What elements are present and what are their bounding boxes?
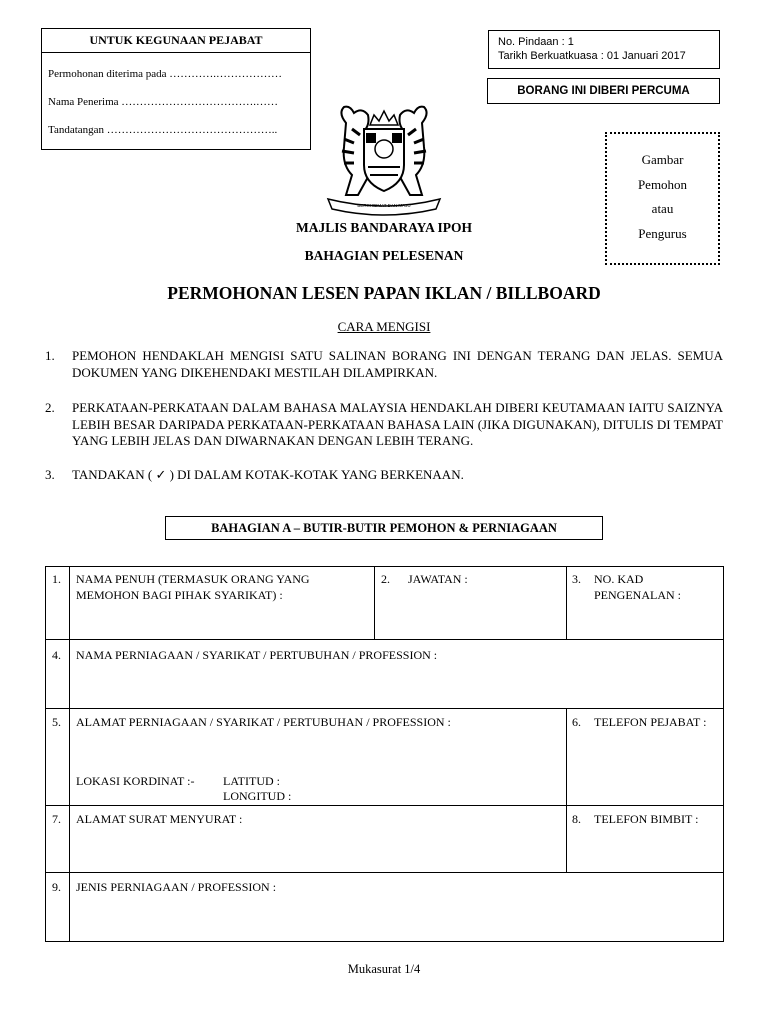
office-phone-field-label: TELEFON PEJABAT : bbox=[594, 715, 707, 729]
table-divider bbox=[45, 708, 724, 709]
ic-number-field-label: NO. KAD PENGENALAN : bbox=[594, 572, 681, 602]
instruction-item bbox=[45, 400, 723, 450]
division-name: BAHAGIAN PELESENAN bbox=[304, 248, 464, 263]
council-crest-emblem bbox=[316, 103, 452, 217]
how-to-fill-heading: CARA MENGISI bbox=[337, 319, 431, 334]
applicant-details-table bbox=[45, 566, 724, 942]
full-name-field-label: NAMA PENUH (TERMASUK ORANG YANG MEMOHON BAGI PIHAK SYARIKAT) : bbox=[76, 572, 310, 602]
office-use-title: UNTUK KEGUNAAN PEJABAT bbox=[42, 29, 310, 53]
table-divider bbox=[566, 708, 567, 872]
receiver-name-field: Nama Penerima ……………………………….…… bbox=[48, 96, 279, 108]
instruction-number: 1. bbox=[45, 348, 55, 363]
table-divider bbox=[45, 639, 724, 640]
mobile-phone-field-label: TELEFON BIMBIT : bbox=[594, 812, 699, 826]
business-address-field-label: ALAMAT PERNIAGAAN / SYARIKAT / PERTUBUHAN / PROFESSION : bbox=[76, 715, 451, 729]
business-name-field-label: NAMA PERNIAGAAN / SYARIKAT / PERTUBUHAN / PROFESSION : bbox=[76, 648, 438, 662]
council-name: MAJLIS BANDARAYA IPOH bbox=[295, 220, 473, 235]
instruction-text: PERKATAAN-PERKATAAN DALAM BAHASA MALAYSIA HENDAKLAH DIBERI KEUTAMAAN IAITU SAIZNYA LEBIH BESAR DARIPADA PERKATAAN-PERKATAAN BAHASA LAIN (JIKA DIGUNAKAN), DITULIS DI TEMPAT YANG LEBIH JELAS DAN DIWARNAKAN DENGAN LEBIH TERANG. bbox=[72, 400, 723, 448]
table-divider bbox=[566, 566, 567, 639]
field-number: 5. bbox=[52, 715, 61, 729]
free-form-notice: BORANG INI DIBERI PERCUMA bbox=[487, 78, 720, 104]
instruction-text: TANDAKAN ( ✓ ) DI DALAM KOTAK-KOTAK YANG BERKENAAN. bbox=[72, 467, 464, 482]
business-type-field-label: JENIS PERNIAGAAN / PROFESSION : bbox=[76, 880, 277, 894]
field-number: 2. bbox=[381, 572, 390, 586]
instruction-item bbox=[45, 348, 723, 381]
table-divider bbox=[69, 566, 70, 942]
photo-box bbox=[605, 132, 720, 265]
instruction-number: 2. bbox=[45, 400, 55, 415]
field-number: 6. bbox=[572, 715, 581, 729]
effective-date: Tarikh Berkuatkuasa : 01 Januari 2017 bbox=[498, 50, 686, 62]
amendment-box bbox=[488, 30, 720, 69]
position-field-label: JAWATAN : bbox=[408, 572, 468, 586]
table-divider bbox=[374, 566, 375, 639]
field-number: 9. bbox=[52, 880, 61, 894]
field-number: 7. bbox=[52, 812, 61, 826]
section-a-title: BAHAGIAN A – BUTIR-BUTIR PEMOHON & PERNIAGAAN bbox=[165, 516, 603, 540]
table-border bbox=[45, 566, 724, 567]
signature-field: Tandatangan ……………………………………….. bbox=[48, 124, 278, 136]
table-border bbox=[45, 566, 46, 942]
longitude-field-label: LONGITUD : bbox=[223, 789, 292, 803]
field-number: 8. bbox=[572, 812, 581, 826]
table-border bbox=[723, 566, 724, 942]
field-number: 4. bbox=[52, 648, 61, 662]
latitude-field-label: LATITUD : bbox=[223, 774, 280, 788]
instruction-item bbox=[45, 467, 723, 484]
table-border bbox=[45, 941, 724, 942]
field-number: 1. bbox=[52, 572, 61, 586]
coordinates-label: LOKASI KORDINAT :- bbox=[76, 774, 195, 788]
table-divider bbox=[45, 872, 724, 873]
instruction-text: PEMOHON HENDAKLAH MENGISI SATU SALINAN BORANG INI DENGAN TERANG DAN JELAS. SEMUA DOKUMEN YANG DIKEHENDAKI MESTILAH DILAMPIRKAN. bbox=[72, 348, 723, 380]
photo-box-line-2: Pemohon bbox=[637, 176, 688, 192]
photo-box-line-4: Pengurus bbox=[638, 225, 687, 241]
crest-motto: BERKHIDMAT DAN MAJU bbox=[357, 203, 411, 208]
instruction-number: 3. bbox=[45, 467, 55, 482]
field-number: 3. bbox=[572, 572, 581, 586]
photo-box-line-3: atau bbox=[651, 201, 674, 216]
received-on-field: Permohonan diterima pada ………….……………… bbox=[48, 68, 283, 80]
mailing-address-field-label: ALAMAT SURAT MENYURAT : bbox=[76, 812, 243, 826]
amendment-number: No. Pindaan : 1 bbox=[498, 36, 574, 48]
form-title: PERMOHONAN LESEN PAPAN IKLAN / BILLBOARD bbox=[167, 283, 601, 303]
table-divider bbox=[45, 805, 724, 806]
page-number: Mukasurat 1/4 bbox=[347, 962, 421, 976]
office-use-box bbox=[41, 28, 311, 150]
photo-box-line-1: Gambar bbox=[641, 152, 684, 167]
